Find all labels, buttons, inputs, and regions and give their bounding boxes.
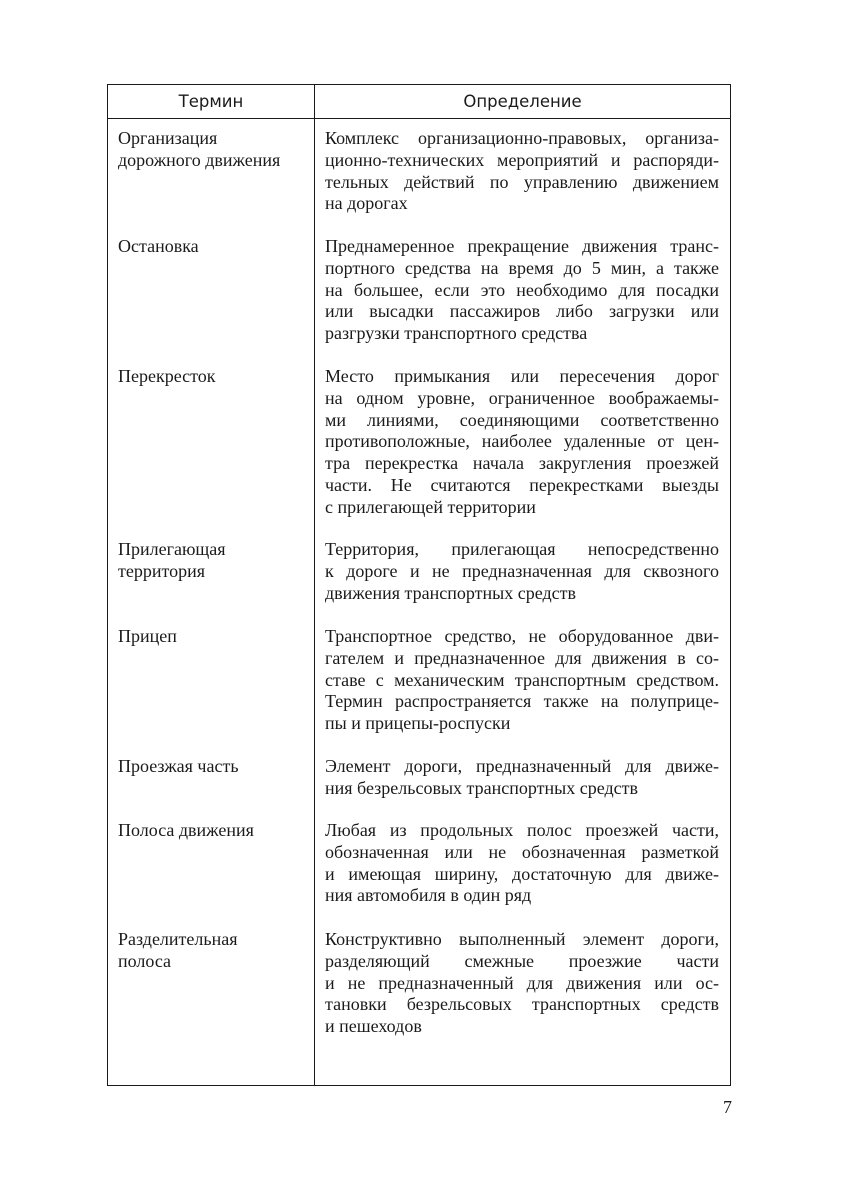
definition-line: или высадки пассажиров либо загрузки или: [325, 301, 719, 322]
term-cell: [118, 820, 308, 842]
definition-line: разгрузки транспортного средства: [325, 323, 588, 344]
term-line: Прилегающая: [118, 539, 226, 559]
definition-line: Конструктивно выполненный элемент дороги,: [325, 929, 719, 949]
header-definition: Определение: [463, 92, 582, 111]
header-divider: [108, 118, 730, 119]
term-cell: [118, 929, 308, 973]
definition-line: Элемент дороги, предназначенный для движе-: [325, 756, 719, 776]
definition-cell: [325, 756, 719, 800]
definition-line: с прилегающей территории: [325, 496, 536, 517]
term-line: дорожного движения: [118, 149, 281, 170]
header-term: Термин: [178, 92, 244, 111]
definition-line: ми линиями, соединяющими соответственно: [325, 409, 719, 430]
definition-line: Любая из продольных полос проезжей части,: [325, 820, 719, 840]
definition-line: Преднамеренное прекращение движения транс-: [325, 236, 719, 256]
definitions-table: [107, 84, 731, 1086]
definition-line: Комплекс организационно-правовых, организа-: [325, 128, 719, 148]
term-line: Перекресток: [118, 366, 216, 386]
definition-line: Транспортное средство, не оборудованное дви-: [325, 626, 719, 646]
definition-line: ния автомобиля в один ряд: [325, 885, 532, 906]
definition-line: к дороге и не предназначенная для сквозного: [325, 560, 719, 581]
definition-cell: [325, 366, 719, 519]
definition-line: Территория, прилегающая непосредственно: [325, 539, 719, 559]
definition-line: на дорогах: [325, 193, 408, 214]
definition-line: и имеющая ширину, достаточную для движе-: [325, 863, 719, 884]
term-line: полоса: [118, 950, 172, 971]
definition-cell: [325, 128, 719, 215]
term-line: Организация: [118, 128, 218, 148]
term-line: территория: [118, 560, 206, 581]
definition-line: ния безрельсовых транспортных средств: [325, 777, 638, 798]
term-line: Проезжая часть: [118, 756, 239, 776]
definition-line: Место примыкания или пересечения дорог: [325, 366, 719, 386]
term-cell: [118, 539, 308, 583]
definition-line: портного средства на время до 5 мин, а также: [325, 257, 719, 278]
definition-line: на одном уровне, ограниченное воображаемы-: [325, 387, 719, 408]
term-cell: [118, 756, 308, 778]
definition-line: на большее, если это необходимо для посадки: [325, 279, 719, 300]
definition-line: разделяющий смежные проезжие части: [325, 950, 719, 971]
definition-cell: [325, 929, 719, 1038]
definition-line: гателем и предназначенное для движения в со-: [325, 647, 719, 668]
definition-line: Термин распространяется также на полуприце-: [325, 691, 719, 712]
term-cell: [118, 236, 308, 258]
definition-line: части. Не считаются перекрестками выезды: [325, 474, 719, 495]
definition-line: пы и прицепы-роспуски: [325, 713, 511, 734]
definition-line: ставе с механическим транспортным средством.: [325, 669, 719, 690]
term-cell: [118, 366, 308, 388]
term-cell: [118, 626, 308, 648]
definition-line: и пешеходов: [325, 1016, 422, 1037]
definition-cell: [325, 236, 719, 345]
definition-line: ционно-технических мероприятий и распоряди-: [325, 149, 719, 170]
definition-cell: [325, 626, 719, 735]
definition-line: обозначенная или не обозначенная разметкой: [325, 841, 719, 862]
definition-line: тельных действий по управлению движением: [325, 171, 719, 192]
definition-cell: [325, 820, 719, 907]
column-divider: [314, 85, 315, 1085]
page-number: 7: [723, 1097, 732, 1117]
definition-cell: [325, 539, 719, 604]
definition-line: и не предназначенный для движения или ос-: [325, 972, 719, 993]
definition-line: противоположные, наиболее удаленные от цен-: [325, 431, 719, 452]
term-line: Разделительная: [118, 929, 238, 949]
definition-line: движения транспортных средств: [325, 582, 576, 603]
definition-line: тра перекрестка начала закругления проезжей: [325, 453, 719, 474]
term-line: Полоса движения: [118, 820, 254, 840]
term-line: Остановка: [118, 236, 199, 256]
definition-line: тановки безрельсовых транспортных средств: [325, 994, 719, 1015]
term-cell: [118, 128, 308, 172]
term-line: Прицеп: [118, 626, 177, 646]
